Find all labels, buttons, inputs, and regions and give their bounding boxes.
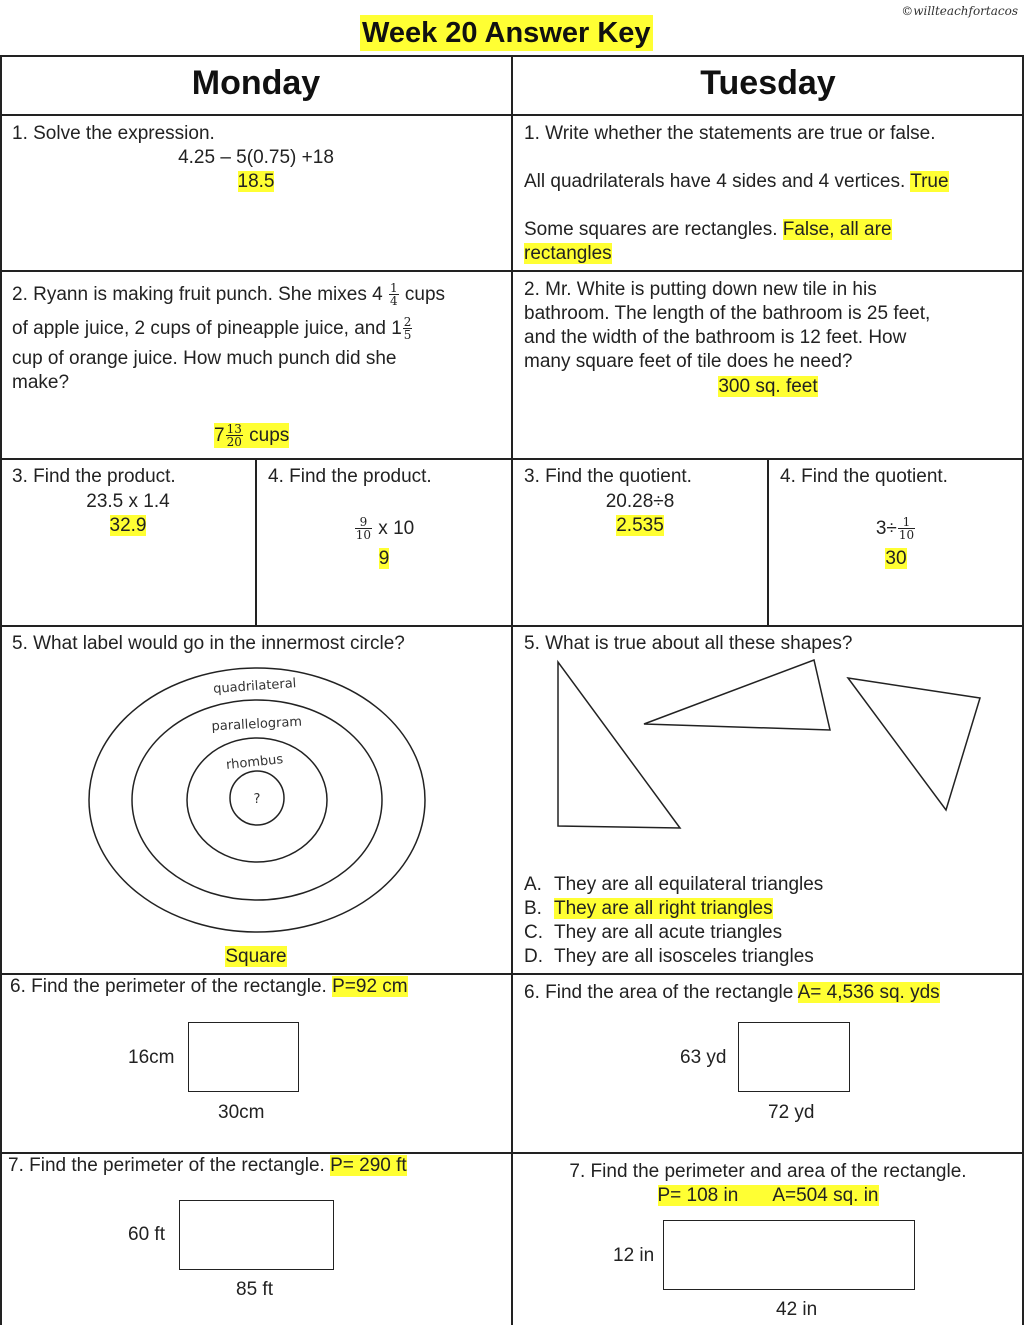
right-triangle-3 bbox=[848, 678, 980, 810]
tuesday-q6-answer: A= 4,536 sq. yds bbox=[797, 982, 940, 1003]
monday-q7-answer: P= 290 ft bbox=[330, 1155, 407, 1176]
tuesday-q4-fraction bbox=[898, 516, 915, 541]
monday-q3-answer-wrap bbox=[0, 514, 256, 538]
monday-q1-expression: 4.25 – 5(0.75) +18 bbox=[178, 147, 334, 168]
tuesday-q6-bottom-label: 72 yd bbox=[768, 1102, 815, 1123]
tuesday-q6-line bbox=[524, 981, 940, 1005]
monday-q2-fraction bbox=[389, 282, 399, 307]
tuesday-q1-prompt: 1. Write whether the statements are true or false. bbox=[524, 123, 936, 144]
tuesday-q2-answer: 300 sq. feet bbox=[718, 376, 818, 397]
fraction-denominator: 5 bbox=[403, 328, 412, 343]
option-letter: B. bbox=[524, 898, 542, 919]
tuesday-q2-line: bathroom. The length of the bathroom is 25 feet, bbox=[524, 303, 931, 324]
ring-label-parallelogram: parallelogram bbox=[211, 714, 303, 735]
tuesday-q2-line: many square feet of tile does he need? bbox=[524, 351, 853, 372]
answer-unit: cups bbox=[243, 425, 290, 446]
option-letter: A. bbox=[524, 874, 542, 895]
monday-q3-expression: 23.5 x 1.4 bbox=[86, 491, 170, 512]
fraction-denominator: 10 bbox=[355, 528, 372, 543]
tuesday-q6-rectangle bbox=[738, 1022, 850, 1092]
tuesday-q7-side-label: 12 in bbox=[613, 1245, 655, 1266]
monday-q2-text: of apple juice, 2 cups of pineapple juice, and 1 bbox=[12, 318, 402, 339]
monday-q2-answer-highlight bbox=[214, 423, 289, 448]
fraction-numerator: 9 bbox=[355, 516, 372, 529]
tuesday-q3-expression: 20.28÷8 bbox=[605, 491, 675, 512]
grid-left-line bbox=[0, 55, 2, 1325]
tuesday-heading: Tuesday bbox=[700, 64, 836, 102]
triangles-diagram bbox=[540, 650, 1020, 840]
fraction-numerator: 1 bbox=[898, 516, 915, 529]
monday-q7-rectangle bbox=[179, 1200, 334, 1270]
tuesday-q2-line: and the width of the bathroom is 12 feet. How bbox=[524, 327, 907, 348]
tuesday-q4-expression bbox=[768, 513, 1024, 545]
tuesday-q1-statement1 bbox=[524, 170, 949, 194]
ring-label-rhombus: rhombus bbox=[225, 752, 284, 773]
option-text: They are all isosceles triangles bbox=[554, 946, 814, 967]
ring-label-unknown: ? bbox=[253, 792, 261, 807]
tuesday-q3-answer: 2.535 bbox=[616, 515, 664, 536]
tuesday-q3-prompt: 3. Find the quotient. bbox=[524, 466, 692, 487]
credit-text: ©willteachfortacos bbox=[901, 4, 1018, 18]
monday-q6-prompt: 6. Find the perimeter of the rectangle. bbox=[10, 976, 327, 997]
monday-q4-answer: 9 bbox=[378, 548, 390, 569]
monday-q2-text: cups bbox=[399, 284, 446, 305]
monday-heading: Monday bbox=[191, 64, 321, 102]
tuesday-q1-statement2 bbox=[524, 218, 892, 242]
tuesday-q2-line: 2. Mr. White is putting down new tile in his bbox=[524, 279, 877, 300]
ring-label-quadrilateral: quadrilateral bbox=[212, 676, 297, 697]
monday-q7-bottom-label: 85 ft bbox=[236, 1279, 273, 1300]
fraction-denominator: 10 bbox=[898, 528, 915, 543]
monday-q2-line3: cup of orange juice. How much punch did she bbox=[12, 348, 397, 369]
monday-q1-answer-wrap bbox=[0, 170, 512, 194]
monday-q7-prompt: 7. Find the perimeter of the rectangle. bbox=[8, 1155, 325, 1176]
monday-q5-answer: Square bbox=[225, 946, 287, 967]
monday-q5-prompt: 5. What label would go in the innermost circle? bbox=[12, 633, 405, 654]
tuesday-q7-rectangle bbox=[663, 1220, 915, 1290]
statement-answer: False, all are bbox=[782, 219, 892, 240]
grid-center-line bbox=[511, 55, 513, 1325]
statement-text: All quadrilaterals have 4 sides and 4 vertices. bbox=[524, 171, 906, 192]
monday-q2-text: 2. Ryann is making fruit punch. She mixes 4 bbox=[12, 284, 383, 305]
right-triangle-2 bbox=[644, 660, 830, 730]
monday-q4-answer-wrap bbox=[256, 547, 512, 571]
monday-q6-bottom-label: 30cm bbox=[218, 1102, 265, 1123]
tuesday-q5-option-a bbox=[524, 873, 823, 897]
option-text: They are all acute triangles bbox=[554, 922, 783, 943]
statement-answer-cont: rectangles bbox=[524, 243, 612, 264]
monday-q3-answer: 32.9 bbox=[109, 515, 147, 536]
tuesday-q1-statement2-cont bbox=[524, 242, 612, 266]
tuesday-q4-answer-wrap bbox=[768, 547, 1024, 571]
tuesday-q4-lead: 3÷ bbox=[875, 518, 897, 539]
tuesday-q7-answer bbox=[658, 1185, 879, 1206]
tuesday-q6-side-label: 63 yd bbox=[680, 1047, 727, 1068]
tuesday-q7-prompt: 7. Find the perimeter and area of the rectangle. bbox=[569, 1161, 967, 1182]
option-letter: D. bbox=[524, 946, 543, 967]
monday-q1-prompt: 1. Solve the expression. bbox=[12, 123, 215, 144]
monday-q2-answer bbox=[214, 420, 289, 452]
monday-q4-prompt: 4. Find the product. bbox=[268, 466, 432, 487]
tuesday-q2-answer-wrap bbox=[512, 375, 1024, 399]
monday-q2-line1 bbox=[12, 280, 445, 310]
tuesday-q7-answer-line bbox=[512, 1184, 1024, 1208]
fraction-numerator: 1 bbox=[389, 281, 398, 296]
monday-q3-prompt: 3. Find the product. bbox=[12, 466, 176, 487]
tuesday-q6-prompt: 6. Find the area of the rectangle bbox=[524, 982, 794, 1003]
monday-q7-line bbox=[8, 1154, 407, 1178]
tuesday-q5-option-c bbox=[524, 921, 782, 945]
monday-q1-answer: 18.5 bbox=[237, 171, 275, 192]
tuesday-q5-prompt: 5. What is true about all these shapes? bbox=[524, 633, 853, 654]
right-triangle-1 bbox=[558, 662, 680, 828]
monday-q6-rectangle bbox=[188, 1022, 299, 1092]
monday-q2-fraction bbox=[403, 316, 413, 341]
option-text-correct: They are all right triangles bbox=[554, 898, 773, 919]
tuesday-q5-option-d bbox=[524, 945, 814, 969]
fraction-denominator: 20 bbox=[226, 435, 242, 450]
tuesday-q7-bottom-label: 42 in bbox=[776, 1299, 818, 1320]
monday-q2-line2 bbox=[12, 314, 413, 344]
monday-q4-expression bbox=[256, 513, 512, 545]
answer-perimeter: P= 108 in bbox=[657, 1185, 739, 1206]
monday-q6-side-label: 16cm bbox=[128, 1047, 175, 1068]
answer-area: A=504 sq. in bbox=[772, 1185, 879, 1206]
monday-q2-line4: make? bbox=[12, 372, 70, 393]
statement-answer: True bbox=[910, 171, 949, 192]
monday-q5-answer-wrap bbox=[0, 945, 512, 969]
page-title: Week 20 Answer Key bbox=[362, 17, 651, 49]
fraction-numerator: 13 bbox=[226, 422, 242, 437]
monday-q4-fraction bbox=[355, 516, 372, 541]
answer-fraction bbox=[226, 423, 243, 448]
option-letter: C. bbox=[524, 922, 543, 943]
nested-circles-diagram bbox=[85, 660, 435, 950]
tuesday-q4-prompt: 4. Find the quotient. bbox=[780, 466, 948, 487]
fraction-numerator: 2 bbox=[403, 315, 412, 330]
fraction-denominator: 4 bbox=[389, 294, 398, 309]
answer-whole: 7 bbox=[214, 425, 225, 446]
monday-q7-side-label: 60 ft bbox=[128, 1224, 165, 1245]
tuesday-q3-answer-wrap bbox=[512, 514, 768, 538]
option-text: They are all equilateral triangles bbox=[554, 874, 824, 895]
statement-text: Some squares are rectangles. bbox=[524, 219, 778, 240]
tuesday-q4-answer: 30 bbox=[885, 548, 907, 569]
monday-q6-line bbox=[10, 975, 408, 999]
monday-q4-rest: x 10 bbox=[373, 518, 415, 539]
monday-q6-answer: P=92 cm bbox=[332, 976, 408, 997]
tuesday-q5-option-b bbox=[524, 897, 773, 921]
